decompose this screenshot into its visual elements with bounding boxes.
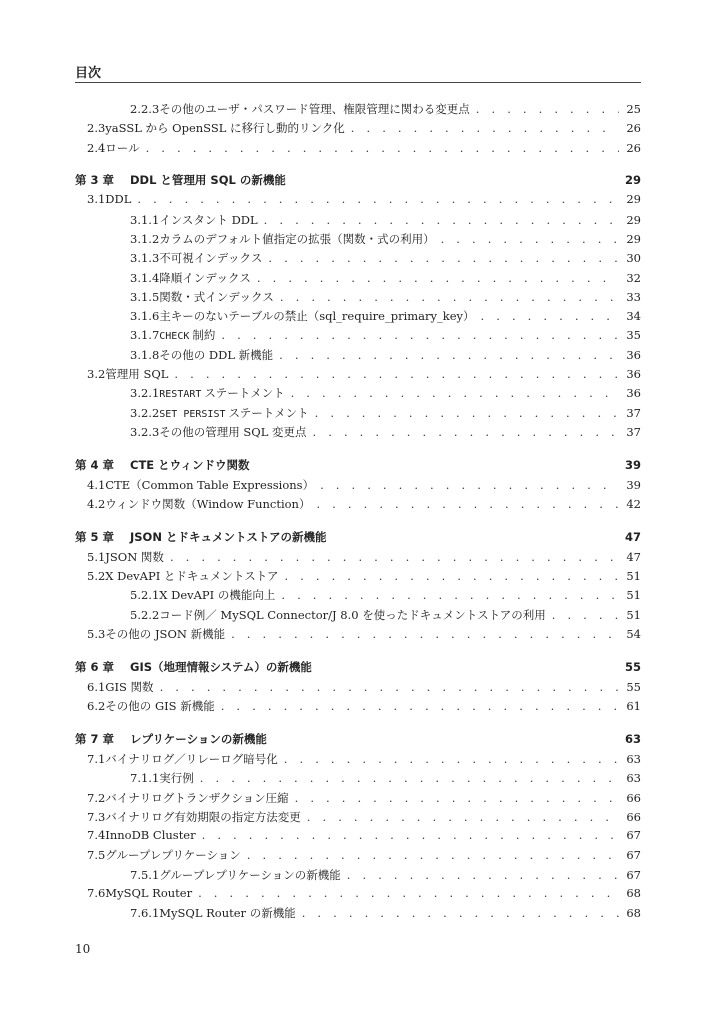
toc-subsection-entry[interactable] xyxy=(75,212,641,231)
entry-page-number: 32 xyxy=(626,270,641,285)
entry-title xyxy=(159,607,545,623)
dot-leader xyxy=(347,868,619,882)
entry-page-number: 29 xyxy=(626,212,641,227)
dot-leader xyxy=(441,232,619,246)
entry-title xyxy=(159,308,474,324)
toc-subsection-entry[interactable] xyxy=(75,587,641,606)
entry-title xyxy=(105,549,164,565)
entry-title xyxy=(130,172,286,188)
entry-code: SET PERSIST xyxy=(159,408,226,420)
entry-title xyxy=(105,809,301,825)
entry-title xyxy=(159,231,434,247)
entry-title-text: DDL xyxy=(105,192,132,207)
entry-page-number: 67 xyxy=(626,867,641,882)
entry-page-number: 42 xyxy=(626,497,641,512)
toc-section-entry[interactable] xyxy=(75,568,641,587)
entry-title-text: 関数・式インデックス xyxy=(159,289,274,304)
entry-title xyxy=(105,120,344,136)
entry-page-number: 39 xyxy=(626,477,641,492)
entry-page-number: 51 xyxy=(626,569,641,584)
entry-page-number: 55 xyxy=(624,659,641,674)
entry-number: 6.2 xyxy=(87,699,106,714)
dot-leader xyxy=(146,141,619,155)
toc-section-entry[interactable] xyxy=(75,751,641,770)
entry-title-text: ロール xyxy=(105,140,140,155)
entry-number: 第 3 章 xyxy=(75,173,115,188)
entry-page-number: 25 xyxy=(626,102,641,116)
entry-page-number: 26 xyxy=(626,121,641,136)
entry-title xyxy=(105,679,153,695)
entry-page-number: 36 xyxy=(626,367,641,382)
entry-number: 3.1.6 xyxy=(130,309,160,324)
dot-leader xyxy=(351,121,619,135)
entry-code: RESTART xyxy=(159,389,202,401)
entry-title xyxy=(105,847,240,863)
entry-page-number: 30 xyxy=(626,251,641,266)
dot-leader xyxy=(247,848,619,862)
entry-page-number: 55 xyxy=(626,679,641,694)
entry-title xyxy=(159,327,215,343)
entry-number: 7.1.1 xyxy=(130,771,160,786)
entry-title-text: グループレプリケーションの新機能 xyxy=(159,867,341,882)
toc-subsection-entry[interactable] xyxy=(75,308,641,327)
entry-page-number: 68 xyxy=(626,906,641,921)
entry-title xyxy=(105,698,214,714)
dot-leader xyxy=(280,290,619,304)
entry-title-text: 降順インデックス xyxy=(159,270,251,285)
toc-subsection-entry[interactable] xyxy=(75,405,641,424)
toc-section-entry[interactable] xyxy=(75,120,641,139)
entry-page-number: 54 xyxy=(626,627,641,642)
entry-title-text: GIS（地理情報システム）の新機能 xyxy=(130,659,312,674)
entry-number: 7.4 xyxy=(87,828,106,843)
entry-page-number: 51 xyxy=(626,607,641,622)
entry-number: 5.2.1 xyxy=(130,588,160,603)
entry-number: 第 5 章 xyxy=(75,529,115,544)
entry-page-number: 39 xyxy=(624,457,641,472)
entry-page-number: 29 xyxy=(626,231,641,246)
toc-chapter-entry[interactable] xyxy=(75,529,641,549)
entry-page-number: 36 xyxy=(626,386,641,401)
entry-page-number: 37 xyxy=(626,424,641,439)
running-header-title: 目次 xyxy=(75,66,102,81)
toc-subsection-entry[interactable] xyxy=(75,385,641,404)
entry-title-text: カラムのデフォルト値指定の拡張（関数・式の利用） xyxy=(159,231,435,246)
entry-title xyxy=(105,626,225,642)
entry-number: 3.2.3 xyxy=(130,424,160,439)
entry-title-text: MySQL Router の新機能 xyxy=(159,906,296,921)
dot-leader xyxy=(295,791,619,805)
toc-chapter-entry[interactable] xyxy=(75,172,641,192)
entry-number: 3.1.2 xyxy=(130,231,160,246)
entry-title-text: 実行例 xyxy=(159,771,194,786)
entry-title-text: バイナリログ有効期限の指定方法変更 xyxy=(105,809,301,824)
dot-leader xyxy=(231,627,619,641)
entry-number: 3.1 xyxy=(87,192,106,207)
entry-title-text: 管理用 SQL xyxy=(105,367,169,382)
entry-page-number: 34 xyxy=(626,309,641,324)
toc-subsection-entry[interactable] xyxy=(75,424,641,443)
entry-page-number: 29 xyxy=(624,173,641,188)
entry-title-text: 主キーのないテーブルの禁止（sql_require_primary_key） xyxy=(159,309,475,324)
entry-number: 4.2 xyxy=(87,497,106,512)
entry-title xyxy=(159,270,251,286)
entry-number: 3.1.8 xyxy=(130,347,160,362)
entry-page-number: 47 xyxy=(624,529,641,544)
entry-title-text: バイナリログトランザクション圧縮 xyxy=(105,790,289,805)
dot-leader xyxy=(221,328,619,342)
entry-page-number: 67 xyxy=(626,828,641,843)
entry-title xyxy=(105,828,195,842)
entry-title xyxy=(159,347,273,363)
header-rule xyxy=(75,82,641,83)
entry-page-number: 66 xyxy=(626,809,641,824)
entry-number: 6.1 xyxy=(87,679,106,694)
toc-subsection-entry[interactable] xyxy=(75,770,641,789)
toc-section-entry[interactable] xyxy=(75,847,641,866)
dot-leader xyxy=(302,906,619,920)
dot-leader xyxy=(268,251,619,265)
page-number: 10 xyxy=(75,942,91,956)
entry-title xyxy=(105,751,278,767)
dot-leader xyxy=(170,550,619,564)
toc-section-entry[interactable] xyxy=(75,698,641,717)
entry-number: 第 7 章 xyxy=(75,731,115,746)
entry-title-text: GIS 関数 xyxy=(105,679,154,694)
entry-title xyxy=(159,289,274,305)
entry-title-text: インスタント DDL xyxy=(159,212,258,227)
entry-number: 3.1.4 xyxy=(130,270,160,285)
entry-title xyxy=(105,366,168,382)
toc-subsection-entry[interactable] xyxy=(75,867,641,886)
toc-section-entry[interactable] xyxy=(75,192,641,211)
toc-subsection-entry[interactable] xyxy=(75,905,641,924)
entry-number: 3.1.3 xyxy=(130,251,160,266)
entry-title-text: 不可視インデックス xyxy=(159,251,263,266)
entry-title-text: その他の GIS 新機能 xyxy=(105,699,215,714)
dot-leader xyxy=(174,367,619,381)
toc-subsection-entry[interactable] xyxy=(75,270,641,289)
entry-number: 7.6 xyxy=(87,886,106,900)
entry-title xyxy=(159,101,470,117)
dot-leader xyxy=(279,348,619,362)
entry-title-text: MySQL Router xyxy=(105,886,193,900)
entry-page-number: 61 xyxy=(626,699,641,714)
entry-number: 2.3 xyxy=(87,121,106,136)
entry-title xyxy=(159,212,257,228)
toc-section-entry[interactable] xyxy=(75,886,641,905)
entry-number: 7.5 xyxy=(87,848,106,863)
dot-leader xyxy=(307,810,619,824)
entry-number: 3.2 xyxy=(87,367,106,382)
entry-title-text: X DevAPI の機能向上 xyxy=(159,588,276,603)
dot-leader xyxy=(160,680,619,694)
entry-title-text: ステートメント xyxy=(228,405,309,420)
entry-page-number: 47 xyxy=(626,549,641,564)
entry-title-text: コード例／ MySQL Connector/J 8.0 を使ったドキュメントストアの利用 xyxy=(159,607,546,622)
entry-number: 3.2.2 xyxy=(130,405,160,420)
entry-title xyxy=(105,140,139,156)
entry-page-number: 35 xyxy=(626,328,641,343)
entry-title xyxy=(159,770,194,786)
entry-title xyxy=(159,867,340,883)
entry-page-number: 63 xyxy=(626,751,641,766)
dot-leader xyxy=(221,699,619,713)
dot-leader xyxy=(552,608,619,622)
entry-title-text: その他の DDL 新機能 xyxy=(159,347,274,362)
toc-chapter-entry[interactable] xyxy=(75,659,641,679)
dot-leader xyxy=(481,309,619,323)
entry-page-number: 36 xyxy=(626,347,641,362)
entry-number: 4.1 xyxy=(87,477,106,492)
toc-subsection-entry[interactable] xyxy=(75,289,641,308)
entry-title xyxy=(105,496,310,512)
toc-subsection-entry[interactable] xyxy=(75,101,641,120)
entry-title xyxy=(105,790,288,806)
entry-number: 7.5.1 xyxy=(130,867,160,882)
toc-subsection-entry[interactable] xyxy=(75,327,641,346)
entry-title-text: 制約 xyxy=(192,328,216,343)
entry-number: 7.6.1 xyxy=(130,906,160,921)
entry-title xyxy=(159,250,262,266)
entry-number: 7.3 xyxy=(87,809,106,824)
dot-leader xyxy=(137,192,619,206)
entry-number: 3.2.1 xyxy=(130,386,160,401)
entry-title xyxy=(130,457,249,473)
entry-title xyxy=(105,192,131,206)
dot-leader xyxy=(284,752,619,766)
toc-section-entry[interactable] xyxy=(75,790,641,809)
entry-title xyxy=(159,424,306,440)
dot-leader xyxy=(313,425,619,439)
toc-section-entry[interactable] xyxy=(75,140,641,159)
entry-page-number: 37 xyxy=(626,405,641,420)
entry-title-text: CTE とウィンドウ関数 xyxy=(130,457,250,472)
dot-leader xyxy=(291,386,619,400)
entry-number: 2.4 xyxy=(87,140,106,155)
dot-leader xyxy=(198,886,619,900)
entry-number: 2.2.3 xyxy=(130,102,160,116)
entry-page-number: 66 xyxy=(626,790,641,805)
toc-subsection-entry[interactable] xyxy=(75,347,641,366)
entry-title-text: その他のユーザ・パスワード管理、権限管理に関わる変更点 xyxy=(159,102,470,116)
entry-title-text: CTE（Common Table Expressions） xyxy=(105,477,315,492)
toc-section-entry[interactable] xyxy=(75,809,641,828)
entry-title xyxy=(159,905,295,921)
toc-subsection-entry[interactable] xyxy=(75,250,641,269)
entry-title xyxy=(130,659,312,675)
toc-subsection-entry[interactable] xyxy=(75,607,641,626)
toc-section-entry[interactable] xyxy=(75,626,641,645)
entry-title-text: yaSSL から OpenSSL に移行し動的リンク化 xyxy=(105,121,345,136)
entry-title-text: その他の JSON 新機能 xyxy=(105,627,226,642)
dot-leader xyxy=(476,102,619,116)
entry-title xyxy=(159,587,275,603)
toc-section-entry[interactable] xyxy=(75,549,641,568)
dot-leader xyxy=(281,588,619,602)
entry-title-text: バイナリログ／リレーログ暗号化 xyxy=(105,751,278,766)
entry-title xyxy=(130,529,327,545)
entry-title-text: レプリケーションの新機能 xyxy=(130,731,267,746)
entry-number: 5.3 xyxy=(87,627,106,642)
entry-page-number: 63 xyxy=(624,731,641,746)
entry-page-number: 67 xyxy=(626,848,641,863)
entry-title-text: InnoDB Cluster xyxy=(105,828,196,843)
entry-title xyxy=(105,477,314,493)
entry-title xyxy=(105,886,192,900)
entry-title xyxy=(159,385,284,401)
toc-chapter-entry[interactable] xyxy=(75,457,641,477)
entry-number: 7.1 xyxy=(87,751,106,766)
entry-title-text: ステートメント xyxy=(204,386,285,401)
toc-section-entry[interactable] xyxy=(75,828,641,847)
dot-leader xyxy=(315,406,619,420)
entry-page-number: 33 xyxy=(626,289,641,304)
entry-page-number: 63 xyxy=(626,771,641,786)
dot-leader xyxy=(320,478,619,492)
dot-leader xyxy=(202,828,619,842)
table-of-contents xyxy=(75,101,641,925)
entry-number: 7.2 xyxy=(87,790,106,805)
entry-title-text: ウィンドウ関数（Window Function） xyxy=(105,497,311,512)
entry-title xyxy=(105,568,278,584)
entry-number: 3.1.1 xyxy=(130,212,160,227)
entry-page-number: 68 xyxy=(626,886,641,900)
entry-title-text: その他の管理用 SQL 変更点 xyxy=(159,424,307,439)
entry-number: 第 4 章 xyxy=(75,457,115,472)
entry-number: 5.1 xyxy=(87,549,106,564)
entry-title xyxy=(130,731,267,747)
toc-section-entry[interactable] xyxy=(75,477,641,496)
entry-title-text: JSON 関数 xyxy=(105,549,164,564)
entry-title xyxy=(159,405,308,421)
entry-page-number: 51 xyxy=(626,588,641,603)
entry-number: 第 6 章 xyxy=(75,659,115,674)
entry-number: 5.2.2 xyxy=(130,607,160,622)
entry-number: 5.2 xyxy=(87,569,106,584)
toc-section-entry[interactable] xyxy=(75,366,641,385)
entry-code: CHECK xyxy=(159,331,190,343)
toc-chapter-entry[interactable] xyxy=(75,731,641,751)
entry-title-text: グループレプリケーション xyxy=(105,848,241,863)
dot-leader xyxy=(257,271,619,285)
entry-title-text: DDL と管理用 SQL の新機能 xyxy=(130,173,286,188)
entry-title-text: JSON とドキュメントストアの新機能 xyxy=(130,529,327,544)
entry-page-number: 26 xyxy=(626,140,641,155)
dot-leader xyxy=(200,771,619,785)
toc-section-entry[interactable] xyxy=(75,679,641,698)
entry-page-number: 29 xyxy=(626,192,641,207)
entry-title-text: X DevAPI とドキュメントストア xyxy=(105,569,279,584)
dot-leader xyxy=(284,569,619,583)
toc-section-entry[interactable] xyxy=(75,496,641,515)
entry-number: 3.1.7 xyxy=(130,328,160,343)
dot-leader xyxy=(264,213,619,227)
toc-subsection-entry[interactable] xyxy=(75,231,641,250)
dot-leader xyxy=(316,497,619,511)
entry-number: 3.1.5 xyxy=(130,289,160,304)
